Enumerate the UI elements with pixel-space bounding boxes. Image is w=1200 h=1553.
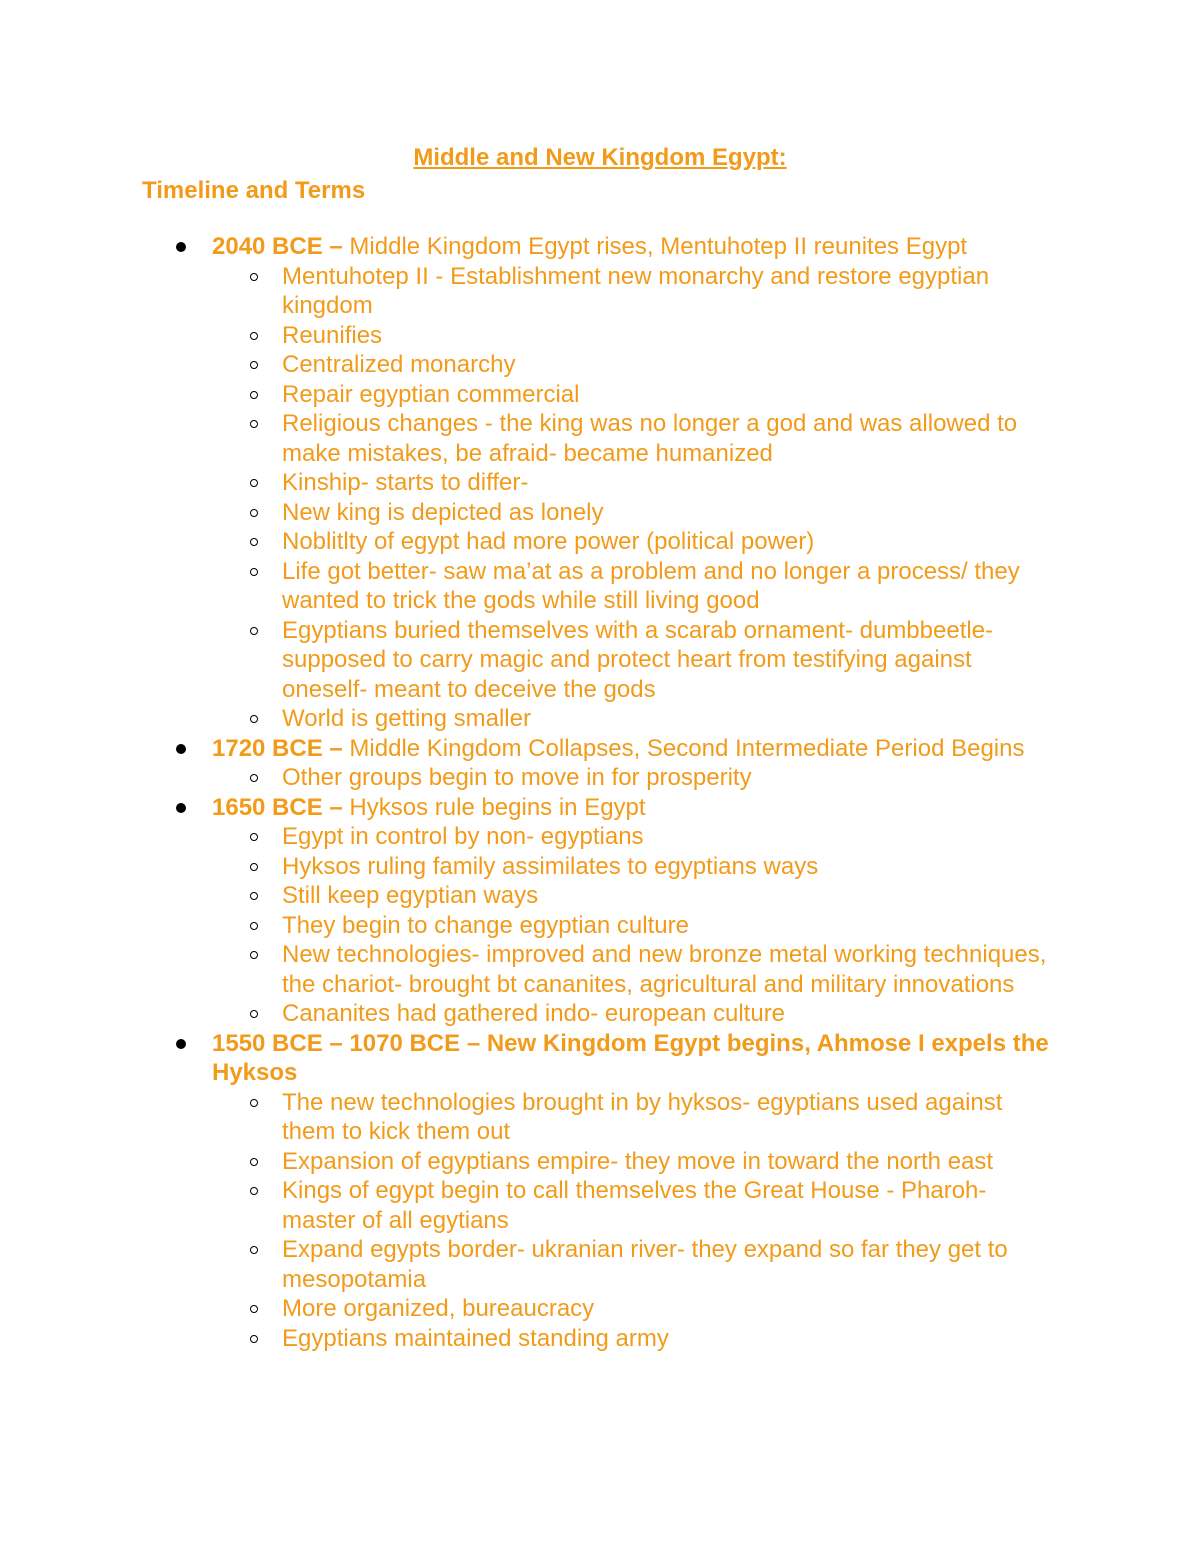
hollow-bullet-icon	[250, 1246, 258, 1254]
list-item-text: World is getting smaller	[282, 705, 531, 732]
list-item-text: Still keep egyptian ways	[282, 882, 539, 909]
list-item	[0, 881, 1200, 911]
entry-separator: –	[322, 233, 350, 260]
hollow-bullet-icon	[250, 538, 258, 546]
list-item	[0, 262, 1200, 321]
entry-subitems	[0, 763, 1200, 793]
list-item-text: Hyksos ruling family assimilates to egyptians ways	[282, 852, 819, 880]
timeline-list	[0, 232, 1200, 1353]
list-item	[0, 822, 1200, 852]
list-item-text: Kinship- starts to differ-	[282, 469, 529, 496]
list-item-text: Mentuhotep II - Establishment new monarchy and restore egyptian kingdom	[282, 262, 990, 319]
entry-date: 1650 BCE	[212, 793, 323, 821]
entry-date: 1550 BCE – 1070 BCE	[212, 1029, 461, 1057]
filled-bullet-icon	[176, 242, 186, 252]
timeline-entry-heading	[0, 793, 1200, 823]
timeline-entry-heading	[0, 734, 1200, 764]
list-item-text: Egyptians buried themselves with a scarab ornament- dumbbeetle- supposed to carry magic and protect heart from testifying against oneself- meant to deceive the gods	[282, 616, 994, 703]
list-item-text: New technologies- improved and new bronze metal working techniques, the chariot- brought bt cananites, agricultural and military innovations	[282, 941, 1047, 998]
hollow-bullet-icon	[250, 1305, 258, 1313]
document-subtitle: Timeline and Terms	[142, 177, 366, 204]
timeline-entry-heading	[0, 232, 1200, 262]
list-item-text: Religious changes - the king was no longer a god and was allowed to make mistakes, be afraid- became humanized	[282, 410, 1018, 467]
list-item	[0, 940, 1200, 999]
list-item	[0, 409, 1200, 468]
hollow-bullet-icon	[250, 863, 258, 871]
hollow-bullet-icon	[250, 922, 258, 930]
hollow-bullet-icon	[250, 332, 258, 340]
hollow-bullet-icon	[250, 273, 258, 281]
timeline-entry	[0, 1029, 1200, 1354]
timeline-entry	[0, 734, 1200, 793]
list-item	[0, 527, 1200, 557]
list-item	[0, 852, 1200, 882]
timeline-entry	[0, 793, 1200, 1029]
list-item-text: Expansion of egyptians empire- they move in toward the north east	[282, 1147, 994, 1175]
list-item	[0, 704, 1200, 734]
hollow-bullet-icon	[250, 627, 258, 635]
entry-description: New Kingdom Egypt begins, Ahmose I expels the Hyksos	[212, 1029, 1049, 1086]
list-item-text: New king is depicted as lonely	[282, 498, 604, 526]
filled-bullet-icon	[176, 803, 186, 813]
list-item	[0, 557, 1200, 616]
hollow-bullet-icon	[250, 568, 258, 576]
hollow-bullet-icon	[250, 1010, 258, 1018]
entry-subitems	[0, 1088, 1200, 1354]
entry-date: 1720 BCE	[212, 734, 323, 762]
hollow-bullet-icon	[250, 951, 258, 959]
list-item	[0, 911, 1200, 941]
list-item-text: They begin to change egyptian culture	[282, 911, 689, 939]
filled-bullet-icon	[176, 1039, 186, 1049]
entry-separator: –	[322, 734, 350, 762]
document-title: Middle and New Kingdom Egypt:	[413, 144, 787, 171]
list-item	[0, 1088, 1200, 1147]
timeline-entry	[0, 232, 1200, 734]
list-item	[0, 1235, 1200, 1294]
list-item	[0, 321, 1200, 351]
entry-description: Hyksos rule begins in Egypt	[349, 793, 646, 821]
list-item-text: Expand egypts border- ukranian river- they expand so far they get to mesopotamia	[282, 1236, 1008, 1293]
list-item-text: More organized, bureaucracy	[282, 1295, 595, 1322]
list-item	[0, 350, 1200, 380]
filled-bullet-icon	[176, 744, 186, 754]
list-item	[0, 999, 1200, 1029]
hollow-bullet-icon	[250, 892, 258, 900]
entry-date: 2040 BCE	[212, 233, 323, 260]
list-item	[0, 1294, 1200, 1324]
hollow-bullet-icon	[250, 479, 258, 487]
list-item	[0, 763, 1200, 793]
hollow-bullet-icon	[250, 509, 258, 517]
hollow-bullet-icon	[250, 420, 258, 428]
list-item	[0, 498, 1200, 528]
entry-separator: –	[460, 1029, 487, 1057]
list-item-text: Repair egyptian commercial	[282, 380, 580, 408]
list-item-text: Kings of egypt begin to call themselves the Great House - Pharoh- master of all egytians	[282, 1177, 987, 1234]
list-item	[0, 616, 1200, 705]
list-item-text: Cananites had gathered indo- european culture	[282, 1000, 786, 1027]
hollow-bullet-icon	[250, 1335, 258, 1343]
hollow-bullet-icon	[250, 1187, 258, 1195]
list-item-text: Egyptians maintained standing army	[282, 1324, 669, 1352]
entry-separator: –	[322, 793, 350, 821]
list-item	[0, 468, 1200, 498]
list-item-text: Centralized monarchy	[282, 351, 516, 378]
entry-description: Middle Kingdom Collapses, Second Intermediate Period Begins	[349, 734, 1025, 762]
list-item	[0, 380, 1200, 410]
hollow-bullet-icon	[250, 715, 258, 723]
hollow-bullet-icon	[250, 391, 258, 399]
list-item-text: Other groups begin to move in for prosperity	[282, 764, 752, 791]
list-item-text: Reunifies	[282, 321, 383, 349]
hollow-bullet-icon	[250, 774, 258, 782]
entry-subitems	[0, 822, 1200, 1029]
list-item-text: The new technologies brought in by hyksos- egyptians used against them to kick them out	[282, 1088, 1003, 1145]
list-item-text: Noblitlty of egypt had more power (political power)	[282, 528, 815, 555]
timeline-entry-heading	[0, 1029, 1200, 1088]
list-item	[0, 1147, 1200, 1177]
hollow-bullet-icon	[250, 1099, 258, 1107]
hollow-bullet-icon	[250, 833, 258, 841]
list-item-text: Life got better- saw ma’at as a problem and no longer a process/ they wanted to trick the gods while still living good	[282, 557, 1020, 614]
list-item-text: Egypt in control by non- egyptians	[282, 823, 644, 850]
entry-description: Middle Kingdom Egypt rises, Mentuhotep II reunites Egypt	[349, 233, 968, 260]
list-item	[0, 1324, 1200, 1354]
hollow-bullet-icon	[250, 361, 258, 369]
entry-subitems	[0, 262, 1200, 734]
hollow-bullet-icon	[250, 1158, 258, 1166]
list-item	[0, 1176, 1200, 1235]
